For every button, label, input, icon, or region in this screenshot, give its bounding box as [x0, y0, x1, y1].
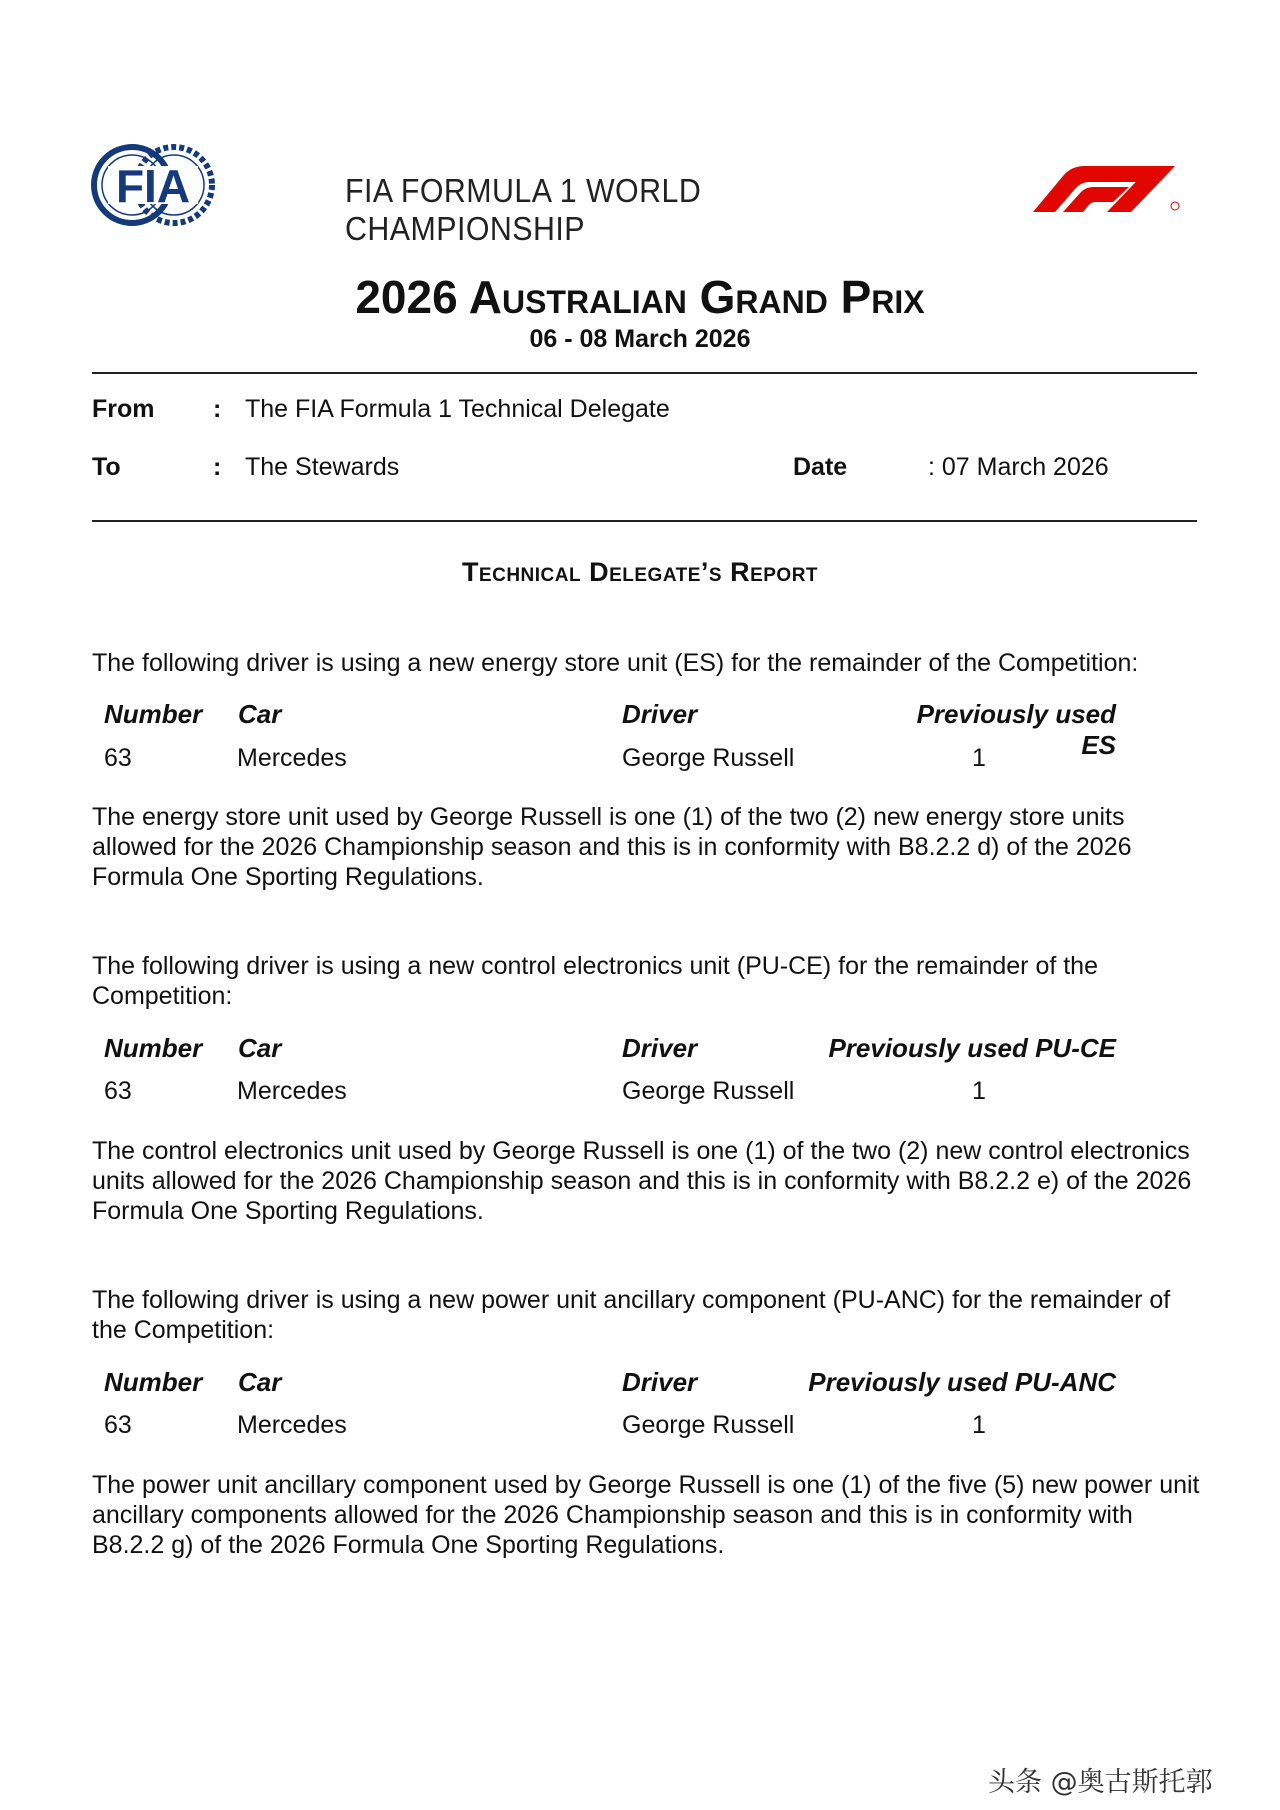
- col-number-header: Number: [104, 699, 203, 729]
- section-es-intro: The following driver is using a new energy store unit (ES) for the remainder of the Competition:: [92, 649, 1139, 677]
- col-number-header: Number: [104, 1367, 203, 1397]
- cell-driver: George Russell: [622, 1077, 795, 1105]
- date-value: : 07 March 2026: [928, 453, 1109, 481]
- col-prev-header: Previously used ES: [916, 699, 1116, 760]
- col-driver-header: Driver: [622, 699, 698, 729]
- event-title: 2026 Australian Grand Prix: [355, 271, 925, 323]
- section-pu-anc-note: The power unit ancillary component used by George Russell is one (1) of the five (5) new power unit ancillary components allowed for the 2026 Championship season and this is in conformity with B8.2.2 g) of the 2026 Formula One Sporting Regulations.: [92, 1471, 1200, 1559]
- fia-logo-text: FIA: [115, 160, 191, 212]
- section-pu-ce-intro: The following driver is using a new control electronics unit (PU-CE) for the remainder of the Competition:: [92, 952, 1098, 1010]
- col-car-header: Car: [238, 1367, 282, 1397]
- section-es-note: The energy store unit used by George Russell is one (1) of the two (2) new energy store units allowed for the 2026 Championship season and this is in conformity with B8.2.2 d) of the 2026 Formula One Sporting Regulations.: [92, 803, 1132, 891]
- cell-prev: 1: [972, 1411, 986, 1439]
- col-prev-header: Previously used PU-CE: [828, 1033, 1116, 1063]
- col-driver-header: Driver: [622, 1033, 698, 1063]
- to-value: The Stewards: [245, 453, 400, 481]
- divider-bottom: [92, 520, 1197, 522]
- report-title: Technical Delegate’s Report: [461, 557, 819, 587]
- cell-driver: George Russell: [622, 744, 795, 772]
- f1-logo: [1015, 162, 1193, 214]
- cell-prev: 1: [972, 744, 986, 772]
- cell-number: 63: [104, 1077, 132, 1105]
- championship-title: FIA FORMULA 1 WORLD CHAMPIONSHIP: [345, 172, 702, 247]
- cell-car: Mercedes: [237, 1077, 347, 1105]
- date-label: Date: [793, 453, 848, 481]
- cell-driver: George Russell: [622, 1411, 795, 1439]
- watermark: 头条 @奥古斯托郭: [988, 1767, 1213, 1798]
- divider-top: [92, 372, 1197, 374]
- from-label: From: [92, 395, 155, 423]
- cell-number: 63: [104, 1411, 132, 1439]
- from-separator: :: [213, 395, 222, 423]
- event-dates: 06 - 08 March 2026: [529, 325, 751, 353]
- col-prev-header: Previously used PU-ANC: [808, 1367, 1116, 1397]
- to-separator: :: [213, 453, 222, 481]
- from-value: The FIA Formula 1 Technical Delegate: [245, 395, 670, 423]
- cell-number: 63: [104, 744, 132, 772]
- col-car-header: Car: [238, 699, 282, 729]
- cell-car: Mercedes: [237, 1411, 347, 1439]
- col-car-header: Car: [238, 1033, 282, 1063]
- fia-logo: [90, 140, 215, 230]
- cell-prev: 1: [972, 1077, 986, 1105]
- to-label: To: [92, 453, 121, 481]
- section-pu-anc-intro: The following driver is using a new power unit ancillary component (PU-ANC) for the remainder of the Competition:: [92, 1286, 1171, 1344]
- col-driver-header: Driver: [622, 1367, 698, 1397]
- section-pu-ce-note: The control electronics unit used by George Russell is one (1) of the two (2) new control electronics units allowed for the 2026 Championship season and this is in conformity with B8.2.2 e) of the 2026 Formula One Sporting Regulations.: [92, 1137, 1192, 1225]
- col-number-header: Number: [104, 1033, 203, 1063]
- cell-car: Mercedes: [237, 744, 347, 772]
